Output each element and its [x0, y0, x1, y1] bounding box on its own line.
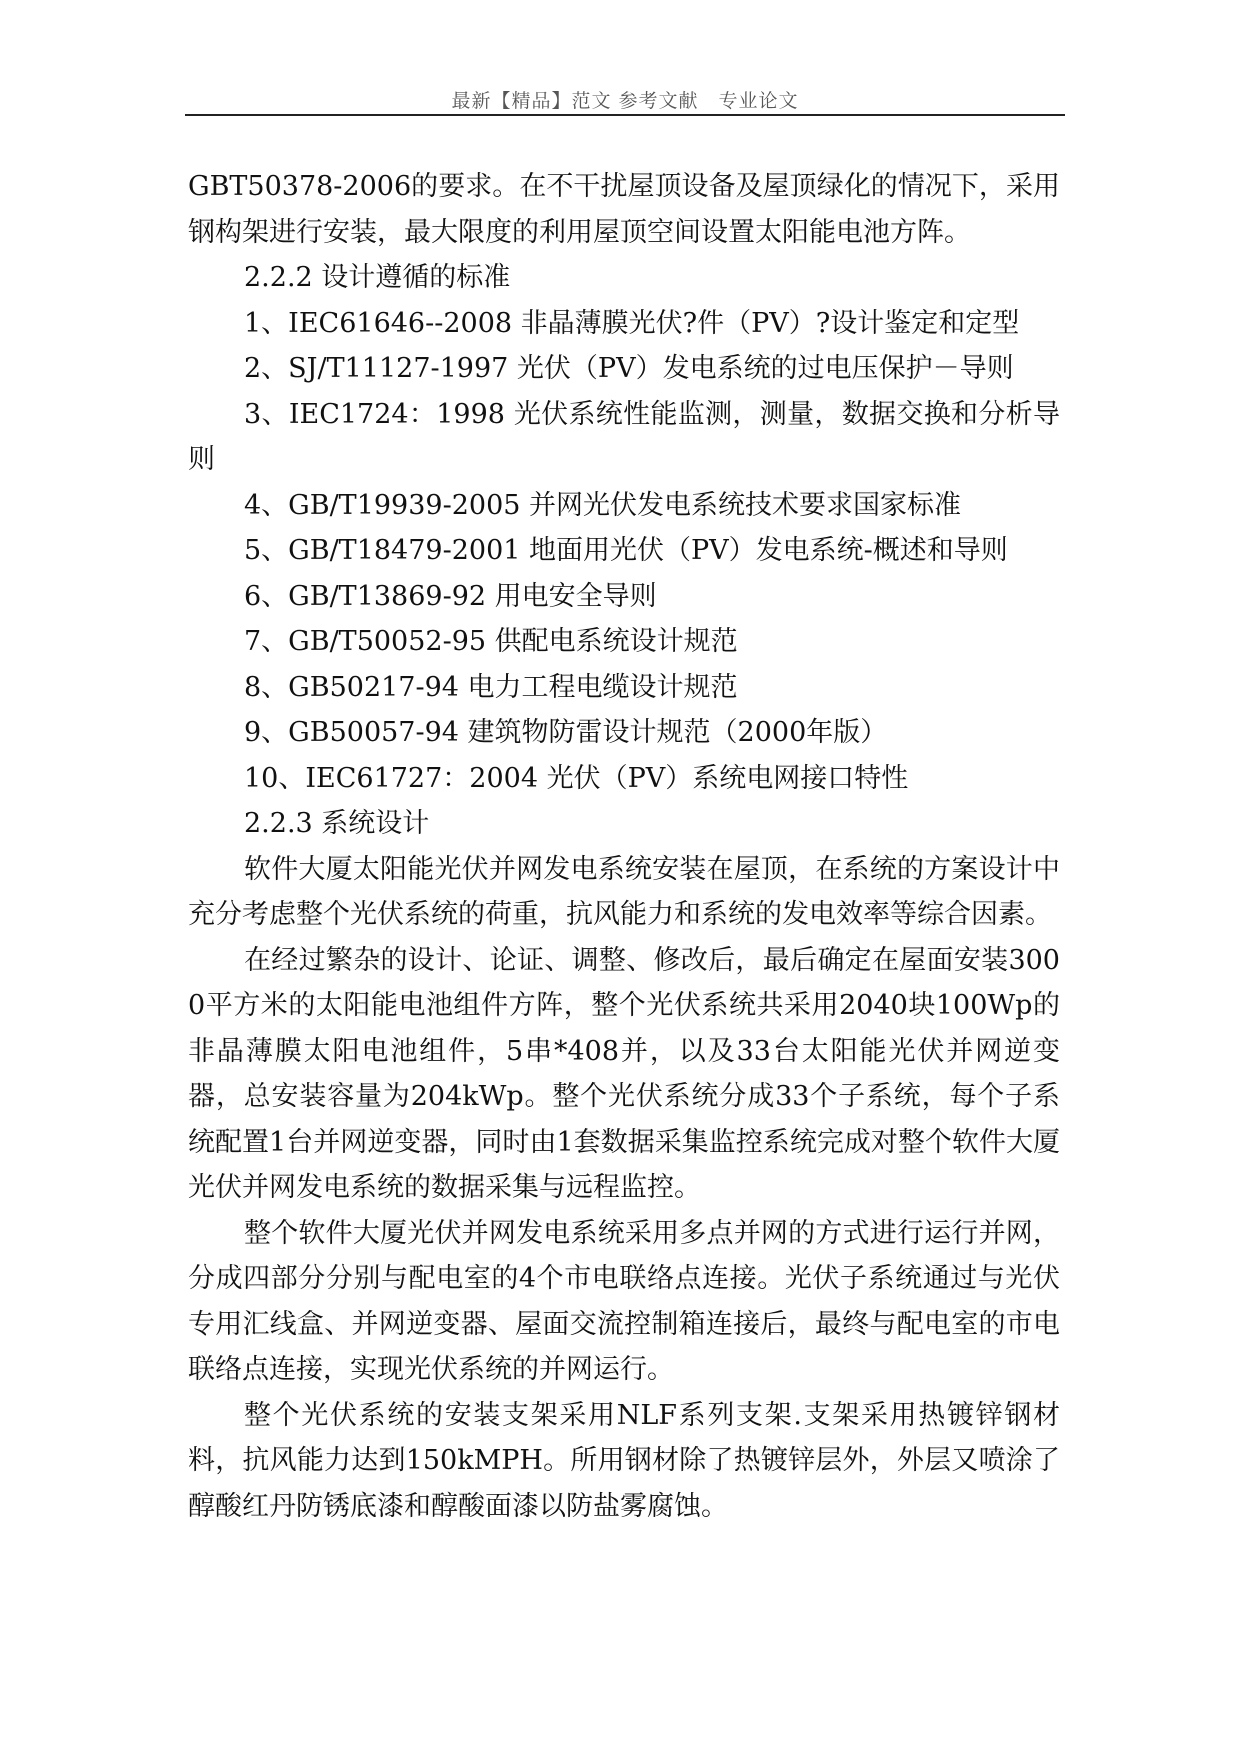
- paragraph: GBT50378-2006的要求。在不干扰屋顶设备及屋顶绿化的情况下，采用钢构架进行安装，最大限度的利用屋顶空间设置太阳能电池方阵。: [188, 171, 1060, 248]
- standard-item-1: 1、IEC61646--2008 非晶薄膜光伏?件（PV）?设计鉴定和定型: [244, 307, 1020, 339]
- standard-item-6: 6、GB/T13869-92 用电安全导则: [244, 580, 657, 612]
- standard-item-2: 2、SJ/T11127-1997 光伏（PV）发电系统的过电压保护－导则: [244, 353, 1014, 384]
- paragraph: 软件大厦太阳能光伏并网发电系统安装在屋顶，在系统的方案设计中充分考虑整个光伏系统的荷重，抗风能力和系统的发电效率等综合因素。: [188, 853, 1060, 930]
- section-heading-2-2-3: 2.2.3 系统设计: [244, 808, 430, 839]
- page-header: 最新【精品】范文 参考文献 专业论文: [451, 90, 799, 112]
- standard-item-5: 5、GB/T18479-2001 地面用光伏（PV）发电系统-概述和导则: [244, 535, 1008, 566]
- header-divider: [185, 114, 1065, 116]
- section-heading-2-2-2: 2.2.2 设计遵循的标准: [244, 262, 511, 293]
- standard-item-3: 3、IEC1724：1998 光伏系统性能监测，测量，数据交换和分析导则: [188, 398, 1060, 475]
- standard-item-9: 9、GB50057-94 建筑物防雷设计规范（2000年版）: [244, 717, 888, 748]
- paragraph: 在经过繁杂的设计、论证、调整、修改后，最后确定在屋面安装3000平方米的太阳能电池组件方阵，整个光伏系统共采用2040块100Wp的非晶薄膜太阳电池组件，5串*408并，以及33台太阳能光伏并网逆变器，总安装容量为204kWp。整个光伏系统分成33个子系统，每个子系统配置1台并网逆变器，同时由1套数据采集监控系统完成对整个软件大厦光伏并网发电系统的数据采集与远程监控。: [188, 944, 1060, 1203]
- document-body: [188, 164, 1060, 1529]
- standard-item-10: 10、IEC61727：2004 光伏（PV）系统电网接口特性: [244, 762, 909, 794]
- standard-item-4: 4、GB/T19939-2005 并网光伏发电系统技术要求国家标准: [244, 489, 962, 521]
- paragraph: 整个光伏系统的安装支架采用NLF系列支架.支架采用热镀锌钢材料，抗风能力达到150kMPH。所用钢材除了热镀锌层外，外层又喷涂了醇酸红丹防锈底漆和醇酸面漆以防盐雾腐蚀。: [188, 1399, 1060, 1522]
- standard-item-7: 7、GB/T50052-95 供配电系统设计规范: [244, 626, 738, 657]
- standard-item-8: 8、GB50217-94 电力工程电缆设计规范: [244, 671, 738, 703]
- paragraph: 整个软件大厦光伏并网发电系统采用多点并网的方式进行运行并网，分成四部分分别与配电室的4个市电联络点连接。光伏子系统通过与光伏专用汇线盒、并网逆变器、屋面交流控制箱连接后，最终与配电室的市电联络点连接，实现光伏系统的并网运行。: [188, 1217, 1060, 1385]
